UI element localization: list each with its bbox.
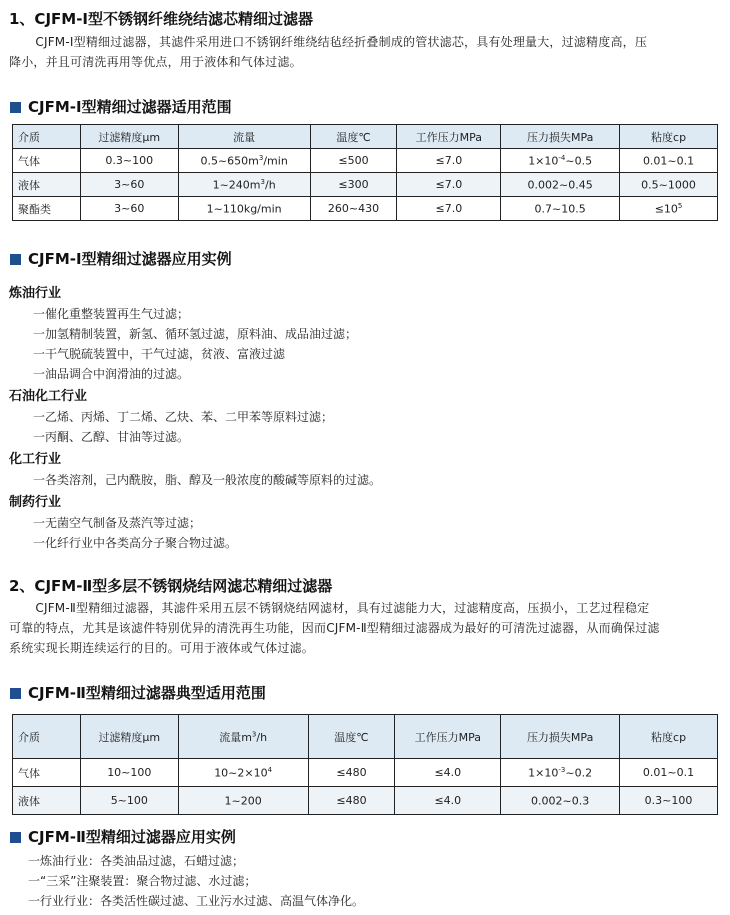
table-header-row [13,125,718,149]
cell-temperature: ≤480 [308,787,395,815]
cell-pressure: ≤7.0 [397,197,501,221]
list-item: 一化纤行业中各类高分子聚合物过滤。 [33,536,238,550]
cell-temperature: ≤480 [308,759,395,787]
list-item: 一炼油行业：各类油品过滤，石蜡过滤； [28,854,245,868]
table-row [13,759,718,787]
header-cell: 过滤精度μm [80,715,178,759]
cell-temperature: ≤300 [310,173,397,197]
cell-pressure-loss: $1\times 10^{-4}\sim 0.5$ [501,149,620,173]
section-1-desc-line-2: 降小，并且可清洗再用等优点，用于液体和气体过滤。 [9,55,302,69]
cell-precision: 5~100 [80,787,178,815]
header-cell: 压力损失MPa [501,715,620,759]
cell-flow: $0.5\sim 650m^3/\min$ [178,149,310,173]
spec-table-2 [12,714,718,815]
section-2-app-heading [10,826,236,847]
cell-medium: 液体 [13,173,81,197]
square-bullet-icon [10,102,21,113]
industry-name: 制药行业 [9,495,62,510]
industry-name: 炼油行业 [9,286,62,301]
cell-precision: 10~100 [80,759,178,787]
cell-precision: 3~60 [80,197,178,221]
cell-pressure-loss: 0.002~0.3 [501,787,620,815]
table-row [13,787,718,815]
header-cell: 流量$m^3/h$ [178,715,308,759]
cell-flow: $1\sim 240m^3/h$ [178,173,310,197]
industry-name: 石油化工行业 [9,389,88,404]
cell-flow: 1~110kg/min [178,197,310,221]
cell-precision: 3~60 [80,173,178,197]
section-1-app-heading [10,248,232,269]
section-1-title: 1、CJFM-Ⅰ型不锈钢纤维绕结滤芯精细过滤器 [9,10,314,28]
cell-pressure: ≤7.0 [397,173,501,197]
list-item: 一“三采”注聚装置：聚合物过滤、水过滤； [28,874,257,888]
section-1-desc-line-1: CJFM-Ⅰ型精细过滤器，其滤件采用进口不锈钢纤维绕结毡经折叠制成的管状滤芯，具有处理量大，过滤精度高，压 [35,35,648,49]
header-cell: 流量 [178,125,310,149]
cell-temperature: 260~430 [310,197,397,221]
list-item: 一无菌空气制备及蒸汽等过滤； [33,516,202,530]
square-bullet-icon [10,688,21,699]
cell-pressure: ≤7.0 [397,149,501,173]
list-item: 一催化重整装置再生气过滤； [33,307,190,321]
list-item: 一油品调合中润滑油的过滤。 [33,367,190,381]
cell-pressure-loss: 0.002~0.45 [501,173,620,197]
header-cell: 温度℃ [310,125,397,149]
list-item: 一丙酮、乙醇、甘油等过滤。 [33,430,190,444]
header-cell: 温度℃ [308,715,395,759]
cell-pressure: ≤4.0 [395,759,501,787]
spec-table-1 [12,124,718,221]
cell-viscosity: $\le 10^5$ [620,197,718,221]
cell-temperature: ≤500 [310,149,397,173]
table-header-row [13,715,718,759]
table-row [13,197,718,221]
list-item: 一各类溶剂，己内酰胺，脂、醇及一般浓度的酸碱等原料的过滤。 [33,473,382,487]
section-2-description [9,598,721,658]
cell-viscosity: 0.01~0.1 [620,759,718,787]
cell-medium: 聚酯类 [13,197,81,221]
square-bullet-icon [10,254,21,265]
heading-text: CJFM-Ⅰ型精细过滤器应用实例 [28,250,232,268]
header-cell: 粘度cp [620,125,718,149]
list-item: 一行业行业：各类活性碳过滤、工业污水过滤、高温气体净化。 [28,894,365,908]
cell-pressure-loss: 0.7~10.5 [501,197,620,221]
heading-text: CJFM-Ⅰ型精细过滤器适用范围 [28,98,232,116]
industry-name: 化工行业 [9,452,62,467]
section-2-range-heading [10,682,266,703]
heading-text: CJFM-Ⅱ型精细过滤器典型适用范围 [28,684,266,702]
cell-pressure-loss: $1\times 10^{-3}\sim 0.2$ [501,759,620,787]
header-cell: 压力损失MPa [501,125,620,149]
section-2-title: 2、CJFM-Ⅱ型多层不锈钢烧结网滤芯精细过滤器 [9,577,333,595]
header-cell: 介质 [13,125,81,149]
cell-medium: 气体 [13,149,81,173]
heading-text: CJFM-Ⅱ型精细过滤器应用实例 [28,828,236,846]
cell-viscosity: 0.5~1000 [620,173,718,197]
cell-flow: $10\sim 2\times 10^4$ [178,759,308,787]
cell-flow: 1~200 [178,787,308,815]
list-item: 一加氢精制装置，新氢、循环氢过滤，原料油、成品油过滤； [33,327,358,341]
section-1-description [9,32,721,72]
table-row [13,173,718,197]
section-2-desc-line-1: CJFM-Ⅱ型精细过滤器，其滤件采用五层不锈钢烧结网滤材，具有过滤能力大，过滤精度高，压损小，工艺过程稳定 [35,601,650,615]
section-2-desc-line-2: 可靠的特点，尤其是该滤件特别优异的清洗再生功能，因而CJFM-Ⅱ型精细过滤器成为最好的可清洗过滤器，从而确保过滤 [9,621,660,635]
header-cell: 介质 [13,715,81,759]
section-2-desc-line-3: 系统实现长期连续运行的目的。可用于液体或气体过滤。 [9,641,315,655]
cell-pressure: ≤4.0 [395,787,501,815]
square-bullet-icon [10,832,21,843]
cell-viscosity: 0.3~100 [620,787,718,815]
header-cell: 粘度cp [620,715,718,759]
cell-precision: 0.3~100 [80,149,178,173]
header-cell: 工作压力MPa [397,125,501,149]
list-item: 一乙烯、丙烯、丁二烯、乙炔、苯、二甲苯等原料过滤； [33,410,334,424]
cell-medium: 气体 [13,759,81,787]
list-item: 一干气脱硫装置中，干气过滤，贫液、富液过滤 [33,347,286,361]
header-cell: 过滤精度μm [80,125,178,149]
header-cell: 工作压力MPa [395,715,501,759]
section-1-range-heading [10,96,232,117]
table-row [13,149,718,173]
cell-medium: 液体 [13,787,81,815]
cell-viscosity: 0.01~0.1 [620,149,718,173]
